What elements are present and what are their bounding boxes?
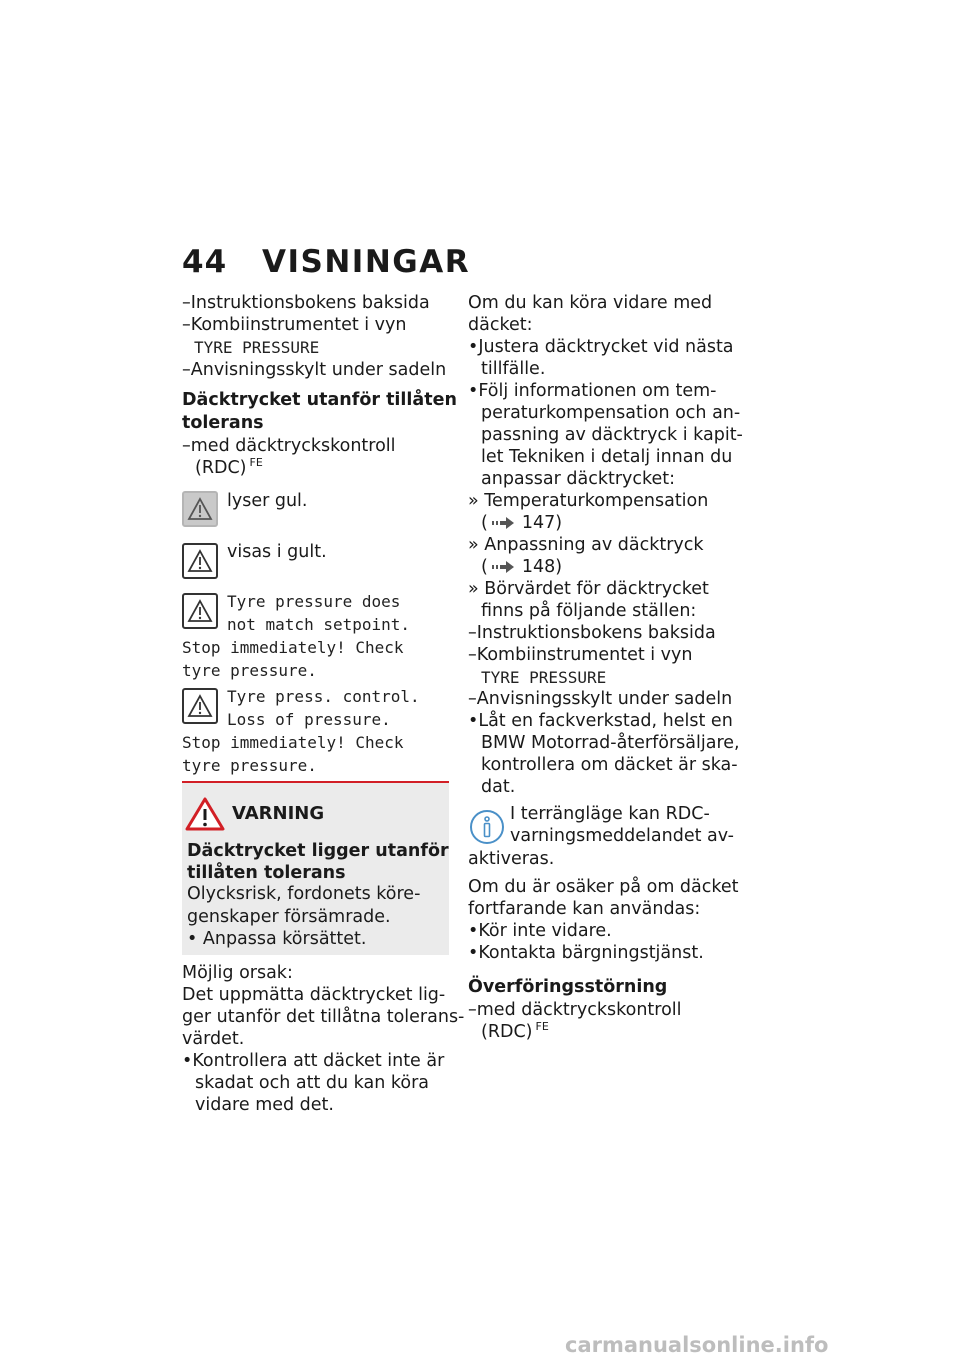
check-item-3: vidare med det. bbox=[195, 1095, 334, 1115]
continue-intro-1: Om du kan köra vidare med bbox=[468, 293, 713, 313]
display-message-1-line-4: tyre pressure. bbox=[182, 661, 317, 680]
workshop-item-3: kontrollera om däcket är ska- bbox=[481, 755, 738, 775]
warning-body-1: Olycksrisk, fordonets köre- bbox=[187, 884, 421, 904]
fault-rdc-line-2: (RDC) $^{FE}$ bbox=[481, 1020, 549, 1042]
display-message-1-line-2: not match setpoint. bbox=[227, 615, 411, 634]
check-item-1: •Kontrollera att däcket inte är bbox=[182, 1051, 445, 1071]
watermark-footer: carmanualsonline.info bbox=[565, 1333, 829, 1357]
lights-yellow-text: lyser gul. bbox=[227, 491, 308, 511]
info-text-1: I terrängläge kan RDC- bbox=[510, 804, 710, 824]
display-message-1-line-1: Tyre pressure does bbox=[227, 592, 401, 611]
warning-symbol-icon bbox=[182, 543, 218, 579]
follow-item-2: peraturkompensation och an- bbox=[481, 403, 741, 423]
intro-item-3: –Anvisningsskylt under sadeln bbox=[182, 360, 447, 380]
follow-item-3: passning av däcktryck i kapit- bbox=[481, 425, 743, 445]
heading-outside-tolerance-2: tolerans bbox=[182, 413, 264, 433]
warning-label: VARNING bbox=[232, 803, 325, 824]
intro-item-2: –Kombiinstrumentet i vyn bbox=[182, 315, 407, 335]
info-text-2: varningsmeddelandet av- bbox=[510, 826, 734, 846]
rdc-condition-line-2: (RDC) $^{FE}$ bbox=[195, 456, 263, 478]
follow-item-5: anpassar däcktrycket: bbox=[481, 469, 676, 489]
display-message-1-line-3: Stop immediately! Check bbox=[182, 638, 404, 657]
ref-temperature-page[interactable]: ( 147) bbox=[481, 513, 563, 533]
ref-setpoint-2: finns på följande ställen: bbox=[481, 601, 697, 621]
heading-transmission-fault: Överföringsstörning bbox=[468, 977, 668, 997]
cause-text-2: ger utanför det tillåtna tolerans- bbox=[182, 1007, 465, 1027]
cause-text-1: Det uppmätta däcktrycket lig- bbox=[182, 985, 446, 1005]
unsure-text-1: Om du är osäker på om däcket bbox=[468, 877, 739, 897]
info-text-3: aktiveras. bbox=[468, 849, 555, 869]
follow-item-1: •Följ informationen om tem- bbox=[468, 381, 717, 401]
warning-title-2: tillåten tolerans bbox=[187, 863, 346, 883]
warning-action: • Anpassa körsättet. bbox=[187, 929, 367, 949]
location-item-3: –Anvisningsskylt under sadeln bbox=[468, 689, 733, 709]
page-title: VISNINGAR bbox=[262, 244, 471, 280]
ref-adjustment-page[interactable]: ( 148) bbox=[481, 557, 563, 577]
tyre-pressure-view-label: TYRE PRESSURE bbox=[481, 668, 607, 687]
location-item-1: –Instruktionsbokens baksida bbox=[468, 623, 716, 643]
contact-item: •Kontakta bärgningstjänst. bbox=[468, 943, 704, 963]
check-item-2: skadat och att du kan köra bbox=[195, 1073, 430, 1093]
shown-yellow-text: visas i gult. bbox=[227, 542, 327, 562]
no-drive-item: •Kör inte vidare. bbox=[468, 921, 612, 941]
warning-symbol-icon bbox=[182, 688, 218, 724]
info-icon bbox=[468, 808, 506, 850]
ref-setpoint-1: » Börvärdet för däcktrycket bbox=[468, 579, 709, 599]
location-item-2: –Kombiinstrumentet i vyn bbox=[468, 645, 693, 665]
workshop-item-1: •Låt en fackverkstad, helst en bbox=[468, 711, 733, 731]
follow-item-4: let Tekniken i detalj innan du bbox=[481, 447, 733, 467]
rdc-condition-line-1: –med däcktryckskontroll bbox=[182, 436, 396, 456]
unsure-text-2: fortfarande kan användas: bbox=[468, 899, 701, 919]
cause-text-3: värdet. bbox=[182, 1029, 245, 1049]
display-message-2-line-2: Loss of pressure. bbox=[227, 710, 391, 729]
warning-symbol-icon bbox=[182, 593, 218, 629]
fault-rdc-line-1: –med däcktryckskontroll bbox=[468, 1000, 682, 1020]
adjust-item-2: tillfälle. bbox=[481, 359, 546, 379]
heading-outside-tolerance-1: Däcktrycket utanför tillåten bbox=[182, 390, 457, 410]
intro-item-1: –Instruktionsbokens baksida bbox=[182, 293, 430, 313]
tyre-pressure-view-label: TYRE PRESSURE bbox=[194, 338, 320, 357]
page-ref-arrow-icon bbox=[492, 517, 516, 529]
display-message-2-line-1: Tyre press. control. bbox=[227, 687, 420, 706]
workshop-item-4: dat. bbox=[481, 777, 516, 797]
ref-temperature-link[interactable]: » Temperaturkompensation bbox=[468, 491, 709, 511]
adjust-item-1: •Justera däcktrycket vid nästa bbox=[468, 337, 734, 357]
display-message-2-line-3: Stop immediately! Check bbox=[182, 733, 404, 752]
cause-label: Möjlig orsak: bbox=[182, 963, 293, 983]
page-number: 44 bbox=[182, 244, 228, 280]
warning-body-2: genskaper försämrade. bbox=[187, 907, 391, 927]
ref-adjustment-link[interactable]: » Anpassning av däcktryck bbox=[468, 535, 704, 555]
continue-intro-2: däcket: bbox=[468, 315, 533, 335]
warning-triangle-icon bbox=[185, 797, 225, 835]
warning-light-icon bbox=[182, 491, 218, 527]
warning-title-1: Däcktrycket ligger utanför bbox=[187, 841, 449, 861]
page-ref-arrow-icon bbox=[492, 561, 516, 573]
workshop-item-2: BMW Motorrad-återförsäljare, bbox=[481, 733, 740, 753]
display-message-2-line-4: tyre pressure. bbox=[182, 756, 317, 775]
